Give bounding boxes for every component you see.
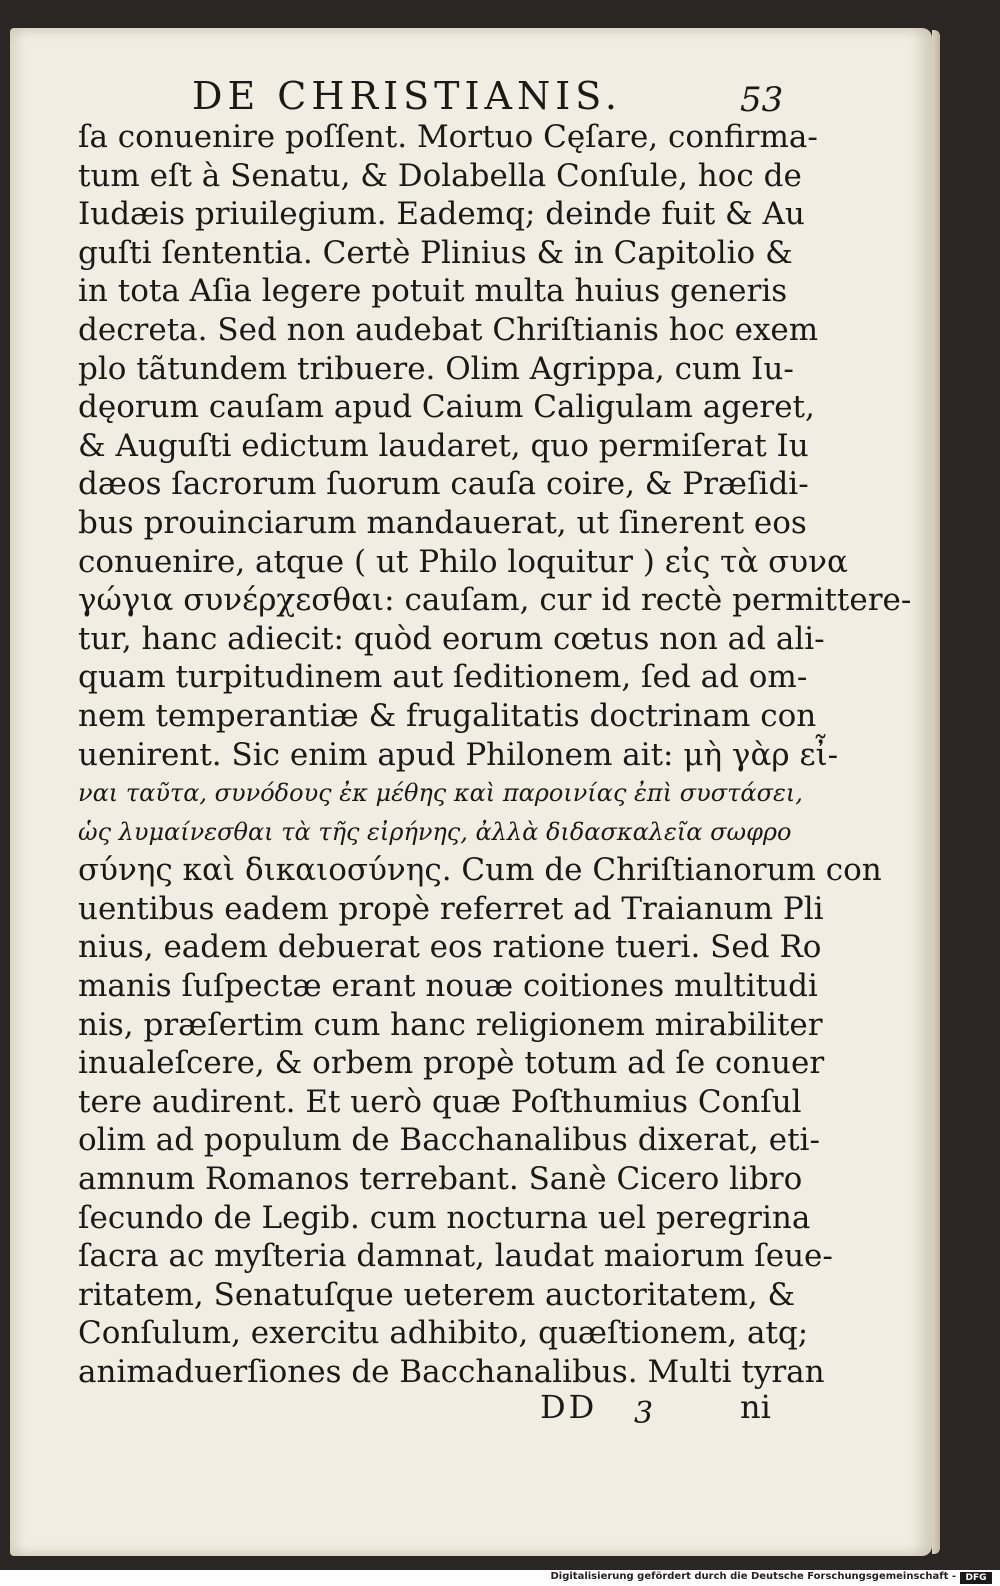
text-line: in tota Aſia legere potuit multa huius generis	[78, 273, 788, 310]
text-line: Iudæis priuilegium. Eademq; deinde fuit & Au	[78, 196, 805, 233]
text-line: uentibus eadem propè referret ad Traianum Pli	[78, 890, 824, 927]
dfg-logo: DFG	[960, 1572, 992, 1584]
text-line: uenirent. Sic enim apud Philonem ait: μὴ γὰρ εἶ-	[78, 736, 839, 773]
text-line: dæos ſacrorum ſuorum cauſa coire, & Præſidi-	[78, 466, 809, 503]
text-line: amnum Romanos terrebant. Sanè Cicero libro	[78, 1161, 803, 1198]
funding-credit: Digitalisierung gefördert durch die Deutsche Forschungsgemeinschaft -	[550, 1571, 956, 1582]
text-line: Conſulum, exercitu adhibito, quæſtionem, atq;	[78, 1315, 809, 1352]
running-head: DE CHRISTIANIS.	[192, 74, 622, 118]
text-line: olim ad populum de Bacchanalibus dixerat, eti-	[78, 1122, 820, 1159]
text-line: ὡς λυμαίνεσθαι τὰ τῆς εἰρήνης, ἀλλὰ διδασκαλεῖα σωφρο	[78, 817, 792, 846]
text-line: decreta. Sed non audebat Chriſtianis hoc exem	[78, 311, 819, 348]
text-line: nem temperantiæ & frugalitatis doctrinam con	[78, 697, 817, 734]
text-line: guſti ſententia. Certè Plinius & in Capitolio &	[78, 234, 793, 271]
text-line: animaduerſiones de Bacchanalibus. Multi tyran	[78, 1354, 825, 1390]
text-line: conuenire, atque ( ut Philo loquitur ) εἰς τὰ συνα	[78, 543, 848, 580]
text-line: ſecundo de Legib. cum nocturna uel peregrina	[78, 1199, 811, 1236]
signature-mark: DD	[540, 1388, 598, 1426]
catchword: ni	[740, 1388, 771, 1426]
text-line: quam turpitudinem aut ſeditionem, ſed ad om-	[78, 659, 808, 696]
text-line: tere audirent. Et uerò quæ Poſthumius Conſul	[78, 1083, 802, 1120]
text-line: ritatem, Senatuſque ueterem auctoritatem, &	[78, 1276, 796, 1313]
text-line: γώγια συνέρχεσθαι: cauſam, cur id rectè permittere-	[78, 582, 912, 619]
page-number: 53	[740, 80, 784, 120]
text-line: plo tãtundem tribuere. Olim Agrippa, cum Iu-	[78, 350, 794, 387]
text-line: nis, præſertim cum hanc religionem mirabiliter	[78, 1006, 823, 1043]
text-line: dęorum cauſam apud Caium Caligulam ageret,	[78, 389, 815, 426]
page-edge	[932, 30, 940, 1554]
text-line: tum eſt à Senatu, & Dolabella Conſule, hoc de	[78, 157, 802, 194]
text-line: & Auguſti edictum laudaret, quo permiſerat Iu	[78, 427, 809, 464]
text-line: tur, hanc adiecit: quòd eorum cœtus non ad ali-	[78, 620, 825, 657]
signature-number: 3	[634, 1396, 654, 1431]
text-line: σύνης καὶ δικαιοσύνης. Cum de Chriſtianorum con	[78, 852, 882, 889]
text-line: manis ſuſpectæ erant nouæ coitiones multitudi	[78, 968, 818, 1005]
text-line: ναι ταῦτα, συνόδους ἐκ μέθης καὶ παροινίας ἐπὶ συστάσει,	[78, 779, 803, 808]
text-line: ſa conuenire poſſent. Mortuo Cęſare, confirma-	[78, 119, 818, 155]
text-line: nius, eadem debuerat eos ratione tueri. Sed Ro	[78, 929, 822, 966]
text-line: ſacra ac myſteria damnat, laudat maiorum ſeue-	[78, 1238, 833, 1275]
text-line: bus prouinciarum mandauerat, ut ſinerent eos	[78, 504, 807, 541]
body-text	[78, 118, 912, 1392]
text-line: inualeſcere, & orbem propè totum ad ſe conuer	[78, 1045, 825, 1082]
